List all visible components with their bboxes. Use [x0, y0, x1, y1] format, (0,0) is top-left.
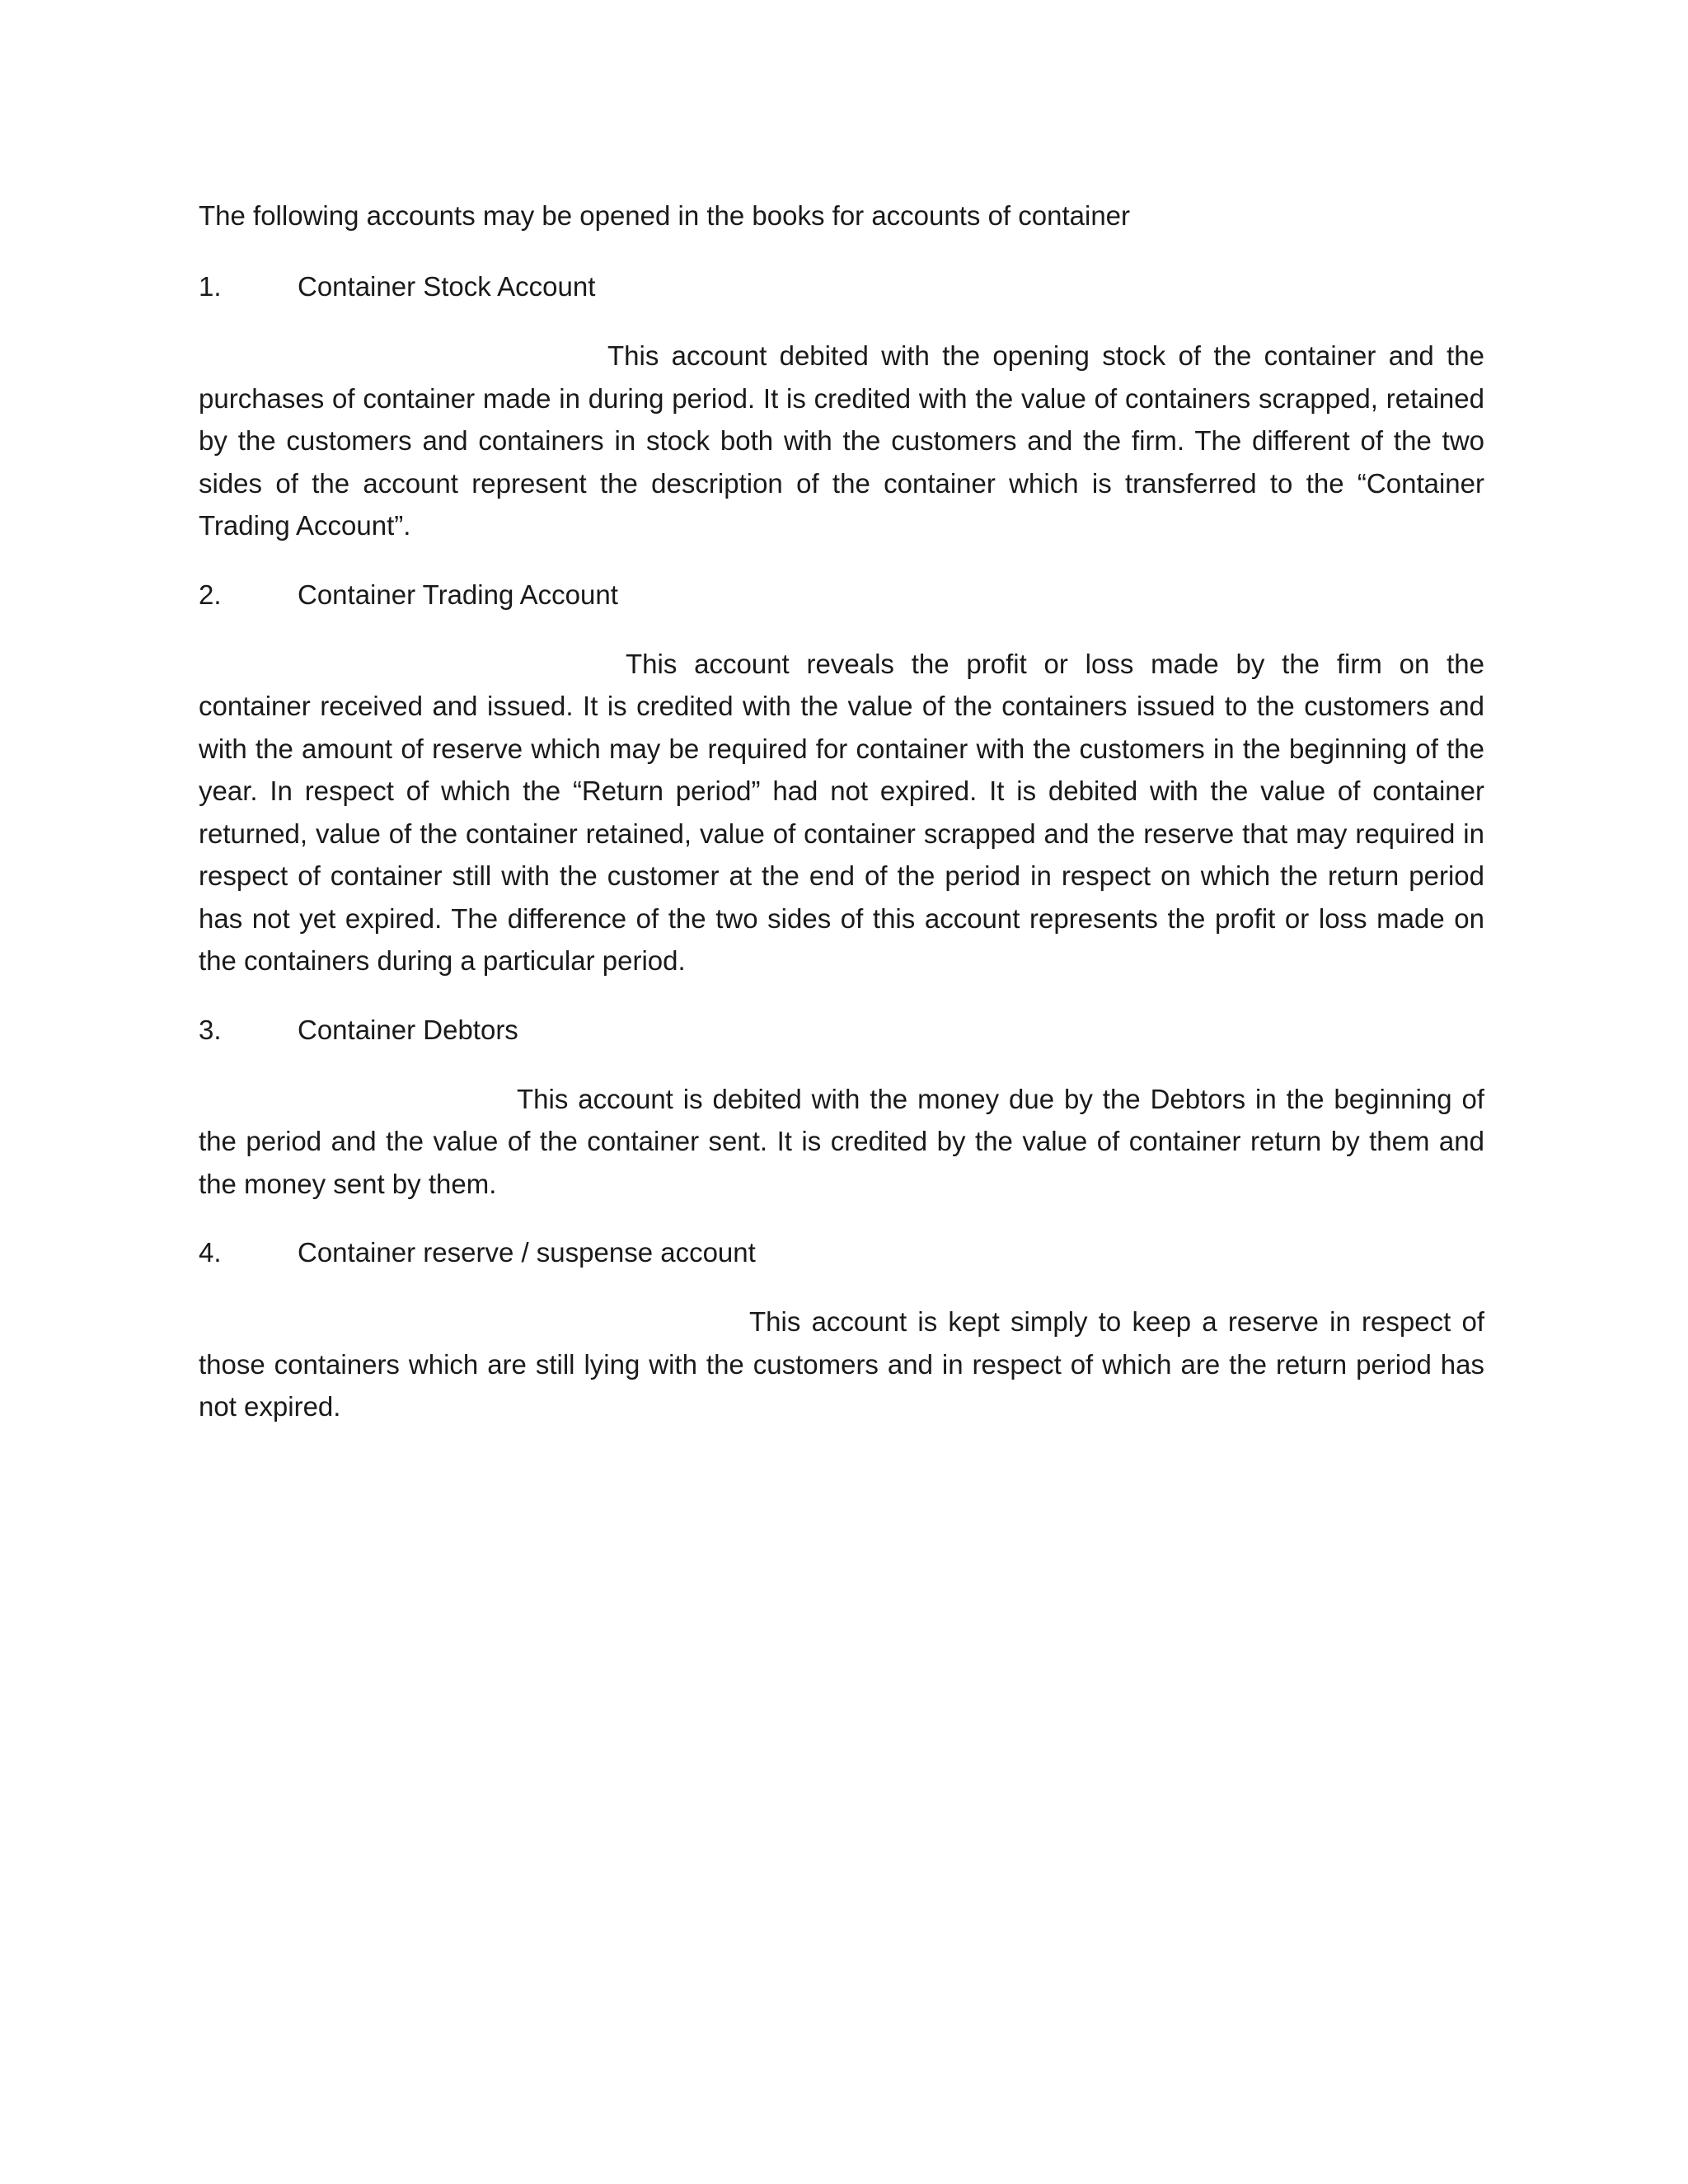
section-container-debtors	[199, 1009, 1484, 1206]
section-title: Container Debtors	[298, 1014, 518, 1045]
intro-text: The following accounts may be opened in the books for accounts of container	[199, 200, 1131, 231]
section-heading	[199, 1009, 1484, 1052]
section-number: 3.	[199, 1014, 222, 1045]
section-container-trading-account	[199, 574, 1484, 982]
section-heading	[199, 1231, 1484, 1274]
document-page	[199, 194, 1484, 1455]
section-heading	[199, 265, 1484, 308]
section-number: 1.	[199, 271, 222, 302]
section-title: Container Stock Account	[298, 271, 596, 302]
section-number: 2.	[199, 579, 222, 610]
section-body: This account debited with the opening stock of the container and the purchases of container made in during period. It is credited with the value of containers scrapped, retained by the customers and containers in stock both with the customers and the firm. The different of the two sides of the account represent the description of the container which is transferred to the “Container Trading Account”.	[199, 340, 1484, 541]
section-heading	[199, 574, 1484, 616]
section-number: 4.	[199, 1237, 222, 1268]
section-body: This account is debited with the money due by the Debtors in the beginning of the period and the value of the container sent. It is credited by the value of container return by them and the money sent by them.	[199, 1083, 1484, 1199]
section-body: This account reveals the profit or loss made by the firm on the container received and issued. It is credited with the value of the containers issued to the customers and with the amount of reserve which may be required for container with the customers in the beginning of the year. In respect of which the “Return period” had not expired. It is debited with the value of container returned, value of the container retained, value of container scrapped and the reserve that may required in respect of container still with the customer at the end of the period in respect on which the return period has not yet expired. The difference of the two sides of this account represents the profit or loss made on the containers during a particular period.	[199, 648, 1484, 976]
section-title: Container reserve / suspense account	[298, 1237, 756, 1268]
section-body: This account is kept simply to keep a reserve in respect of those containers which are still lying with the customers and in respect of which are the return period has not expired.	[199, 1306, 1484, 1422]
section-container-stock-account	[199, 265, 1484, 547]
section-container-reserve-suspense-account	[199, 1231, 1484, 1428]
section-title: Container Trading Account	[298, 579, 618, 610]
